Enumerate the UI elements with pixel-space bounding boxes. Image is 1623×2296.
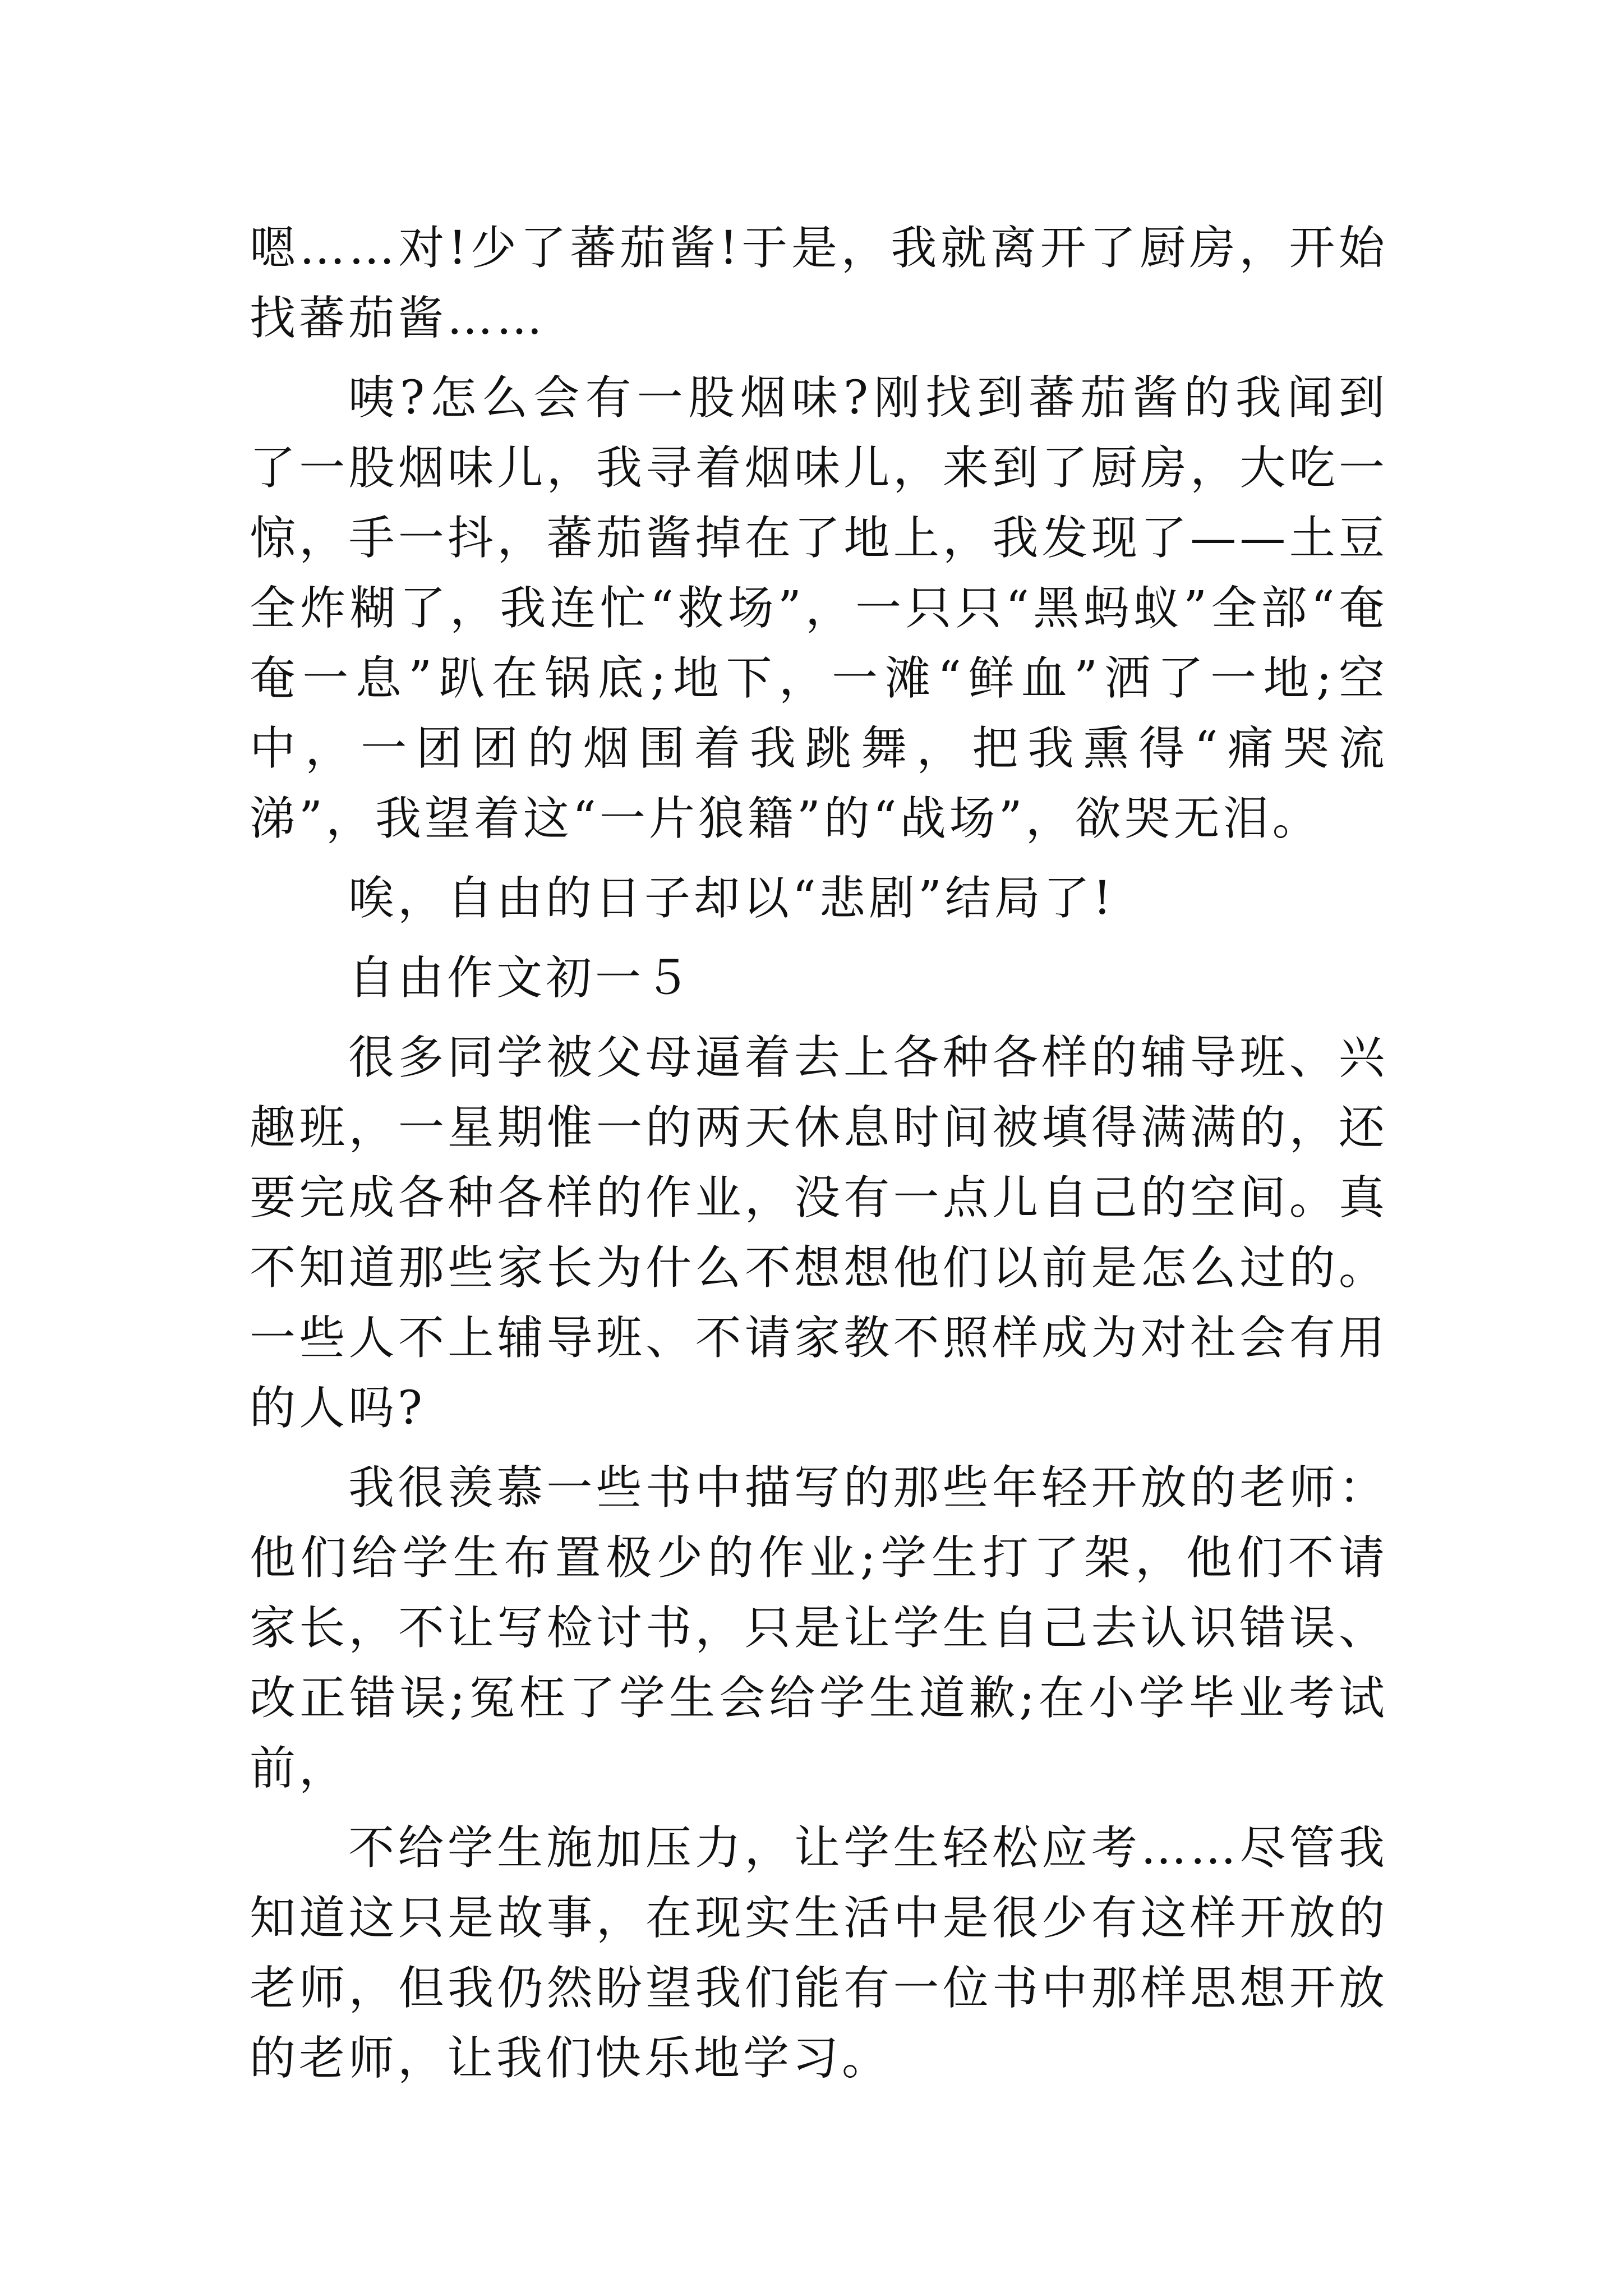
section-heading: 自由作文初一５ [348,951,694,1005]
paragraph-tragic-ending: 唉，自由的日子却以“悲剧”结局了! [348,872,1115,925]
paragraph-open-teachers: 我很羡慕一些书中描写的那些年轻开放的老师：他们给学生布置极少的作业;学生打了架，他们不请家长，不让写检讨书，只是让学生自己去认识错误、改正错误;冤枉了学生会给学生道歉;在小学毕业考试前， [250,1461,1388,1795]
document-body [250,213,1388,2103]
paragraph-continuation: 嗯……对!少了蕃茄酱!于是，我就离开了厨房，开始找蕃茄酱…… [250,222,1388,345]
paragraph-smoke-scene: 咦?怎么会有一股烟味?刚找到蕃茄酱的我闻到了一股烟味儿，我寻着烟味儿，来到了厨房，大吃一惊，手一抖，蕃茄酱掉在了地上，我发现了——土豆全炸糊了，我连忙“救场”，一只只“黑蚂蚁”全部“奄奄一息”趴在锅底;地下，一滩“鲜血”洒了一地;空中，一团团的烟围着我跳舞，把我熏得“痛哭流涕”，我望着这“一片狼籍”的“战场”，欲哭无泪。 [250,371,1388,845]
paragraph-hope: 不给学生施加压力，让学生轻松应考……尽管我知道这只是故事，在现实生活中是很少有这样开放的老师，但我仍然盼望我们能有一位书中那样思想开放的老师，让我们快乐地学习。 [250,1821,1388,2085]
paragraph-tutoring-classes: 很多同学被父母逼着去上各种各样的辅导班、兴趣班，一星期惟一的两天休息时间被填得满满的，还要完成各种各样的作业，没有一点儿自己的空间。真不知道那些家长为什么不想想他们以前是怎么过的。一些人不上辅导班、不请家教不照样成为对社会有用的人吗? [250,1031,1388,1435]
